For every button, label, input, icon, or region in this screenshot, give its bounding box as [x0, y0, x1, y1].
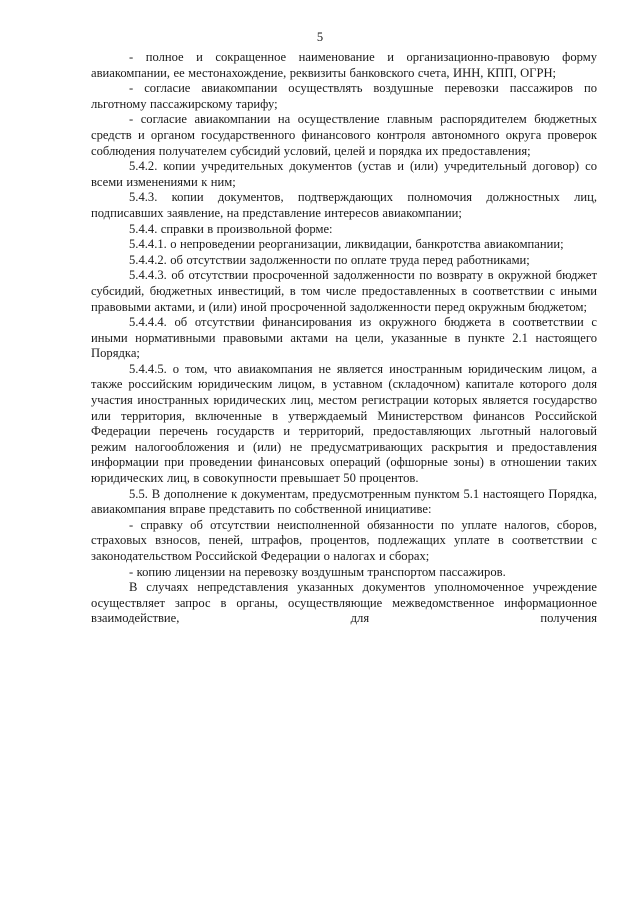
- paragraph: 5.4.4.3. об отсутствии просроченной задолженности по возврату в окружной бюджет субсидий, бюджетных инвестиций, в том числе предоставленных в соответствии с иными правовыми актами, и (или) иной просроченной задолженности перед окружным бюджетом;: [91, 268, 597, 314]
- paragraph: 5.4.4.1. о непроведении реорганизации, ликвидации, банкротства авиакомпании;: [129, 237, 564, 252]
- paragraph: В случаях непредставления указанных документов уполномоченное учреждение осуществляет запрос в органы, осуществляющие межведомственное информационное взаимодействие, для получения: [91, 580, 597, 626]
- paragraph: - копию лицензии на перевозку воздушным транспортом пассажиров.: [129, 564, 506, 579]
- document-body: [91, 50, 597, 627]
- paragraph: 5.4.3. копии документов, подтверждающих полномочия должностных лиц, подписавших заявление, на представление интересов авиакомпании;: [91, 190, 597, 220]
- paragraph: 5.4.4.5. о том, что авиакомпания не является иностранным юридическим лицом, а также российским юридическим лицом, в уставном (складочном) капитале которого доля участия иностранных юридических лиц, местом регистрации которых является государство или территория, включенные в утверждаемый Министерством финансов Российской Федерации перечень государств и территорий, предоставляющих льготный налоговый режим налогообложения и (или) не предусматривающих раскрытия и предоставления информации при проведении финансовых операций (офшорные зоны) в отношении таких юридических лиц, в совокупности превышает 50 процентов.: [91, 361, 597, 486]
- paragraph: - справку об отсутствии неисполненной обязанности по уплате налогов, сборов, страховых взносов, пеней, штрафов, процентов, подлежащих уплате в соответствии с законодательством Российской Федерации о налогах и сборах;: [91, 517, 597, 563]
- paragraph: 5.4.2. копии учредительных документов (устав и (или) учредительный договор) со всеми изменениями к ним;: [91, 159, 597, 189]
- paragraph: 5.5. В дополнение к документам, предусмотренным пунктом 5.1 настоящего Порядка, авиакомпания вправе представить по собственной инициативе:: [91, 486, 597, 517]
- paragraph: 5.4.4.4. об отсутствии финансирования из окружного бюджета в соответствии с иными нормативными правовыми актами на цели, указанные в пункте 2.1 настоящего Порядка;: [91, 315, 597, 361]
- paragraph: 5.4.4.2. об отсутствии задолженности по оплате труда перед работниками;: [129, 252, 530, 267]
- paragraph: - полное и сокращенное наименование и организационно-правовую форму авиакомпании, ее местонахождение, реквизиты банковского счета, ИНН, КПП, ОГРН;: [91, 50, 597, 80]
- page-number: 5: [316, 30, 324, 44]
- paragraph: 5.4.4. справки в произвольной форме:: [129, 221, 333, 236]
- paragraph: - согласие авиакомпании на осуществление главным распорядителем бюджетных средств и органом государственного финансового контроля автономного округа проверок соблюдения получателем субсидий условий, целей и порядка их предоставления;: [91, 112, 597, 158]
- paragraph: - согласие авиакомпании осуществлять воздушные перевозки пассажиров по льготному пассажирскому тарифу;: [91, 81, 597, 111]
